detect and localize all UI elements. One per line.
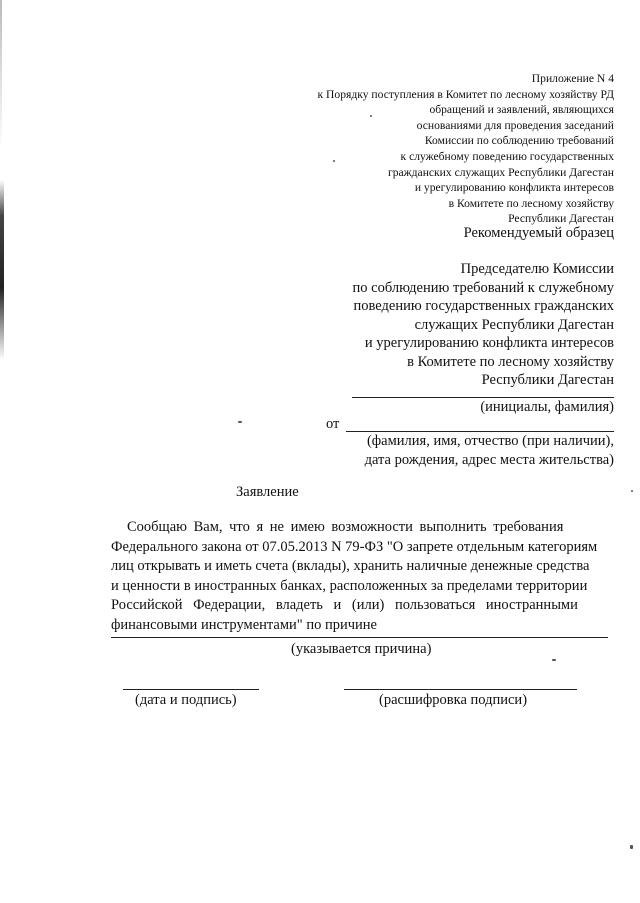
- signature-decode-caption: (расшифровка подписи): [379, 692, 528, 708]
- addressee-line: Председателю Комиссии: [460, 261, 614, 277]
- date-signature-caption: (дата и подпись): [135, 692, 237, 708]
- scan-speck: [552, 659, 556, 661]
- addressee-line: по соблюдению требований к служебному: [352, 279, 614, 296]
- annex-line: Приложение N 4: [531, 72, 614, 85]
- reason-blank-line: [111, 637, 608, 638]
- annex-header: [254, 71, 614, 227]
- scan-edge-shadow: [0, 0, 2, 150]
- from-label: от: [326, 416, 340, 432]
- applicant-caption: [314, 432, 614, 470]
- annex-line: и урегулированию конфликта интересов: [414, 181, 614, 195]
- annex-line: гражданских служащих Республики Дагестан: [387, 165, 614, 179]
- annex-line: Республики Дагестан: [508, 212, 614, 226]
- date-signature-line: [123, 689, 259, 690]
- addressee-line: служащих Республики Дагестан: [414, 316, 614, 333]
- annex-line: основаниями для проведения заседаний: [416, 118, 614, 132]
- scan-speck: [238, 421, 242, 423]
- document-title: Заявление: [236, 484, 299, 500]
- scan-speck: [631, 490, 633, 492]
- body-line: Федерального закона от 07.05.2013 N 79-ФЗ "О запрете отдельным категориям: [111, 538, 598, 555]
- annex-line: к Порядку поступления в Комитет по лесному хозяйству РД: [317, 87, 614, 101]
- addressee-block: [284, 260, 614, 390]
- sample-label: Рекомендуемый образец: [463, 225, 614, 241]
- body-line: финансовыми инструментами" по причине: [111, 616, 377, 633]
- addressee-line: и урегулированию конфликта интересов: [364, 335, 614, 351]
- body-line: Сообщаю Вам, что я не имею возможности выполнить требования: [127, 519, 564, 535]
- applicant-caption-line: дата рождения, адрес места жительства): [364, 452, 614, 468]
- initials-caption: (инициалы, фамилия): [480, 399, 614, 415]
- annex-line: к служебному поведению государственных: [400, 149, 614, 163]
- signature-decode-line: [344, 689, 577, 690]
- annex-line: обращений и заявлений, являющихся: [429, 103, 614, 117]
- body-line: и ценности в иностранных банках, расположенных за пределами территории: [111, 577, 588, 594]
- annex-line: в Комитете по лесному хозяйству: [448, 196, 614, 210]
- body-line: Российской Федерации, владеть и (или) пользоваться иностранными: [111, 597, 578, 613]
- scan-speck: [630, 845, 633, 849]
- reason-caption: (указывается причина): [291, 641, 432, 657]
- annex-line: Комиссии по соблюдению требований: [424, 134, 614, 148]
- addressee-line: поведению государственных гражданских: [353, 298, 614, 314]
- scan-edge-mark: [0, 180, 4, 360]
- addressee-line: Республики Дагестан: [481, 372, 614, 388]
- statement-body: [111, 518, 614, 635]
- addressee-line: в Комитете по лесному хозяйству: [407, 353, 614, 370]
- body-line: лиц открывать и иметь счета (вклады), хранить наличные денежные средства: [111, 558, 590, 574]
- applicant-caption-line: (фамилия, имя, отчество (при наличии),: [366, 433, 614, 449]
